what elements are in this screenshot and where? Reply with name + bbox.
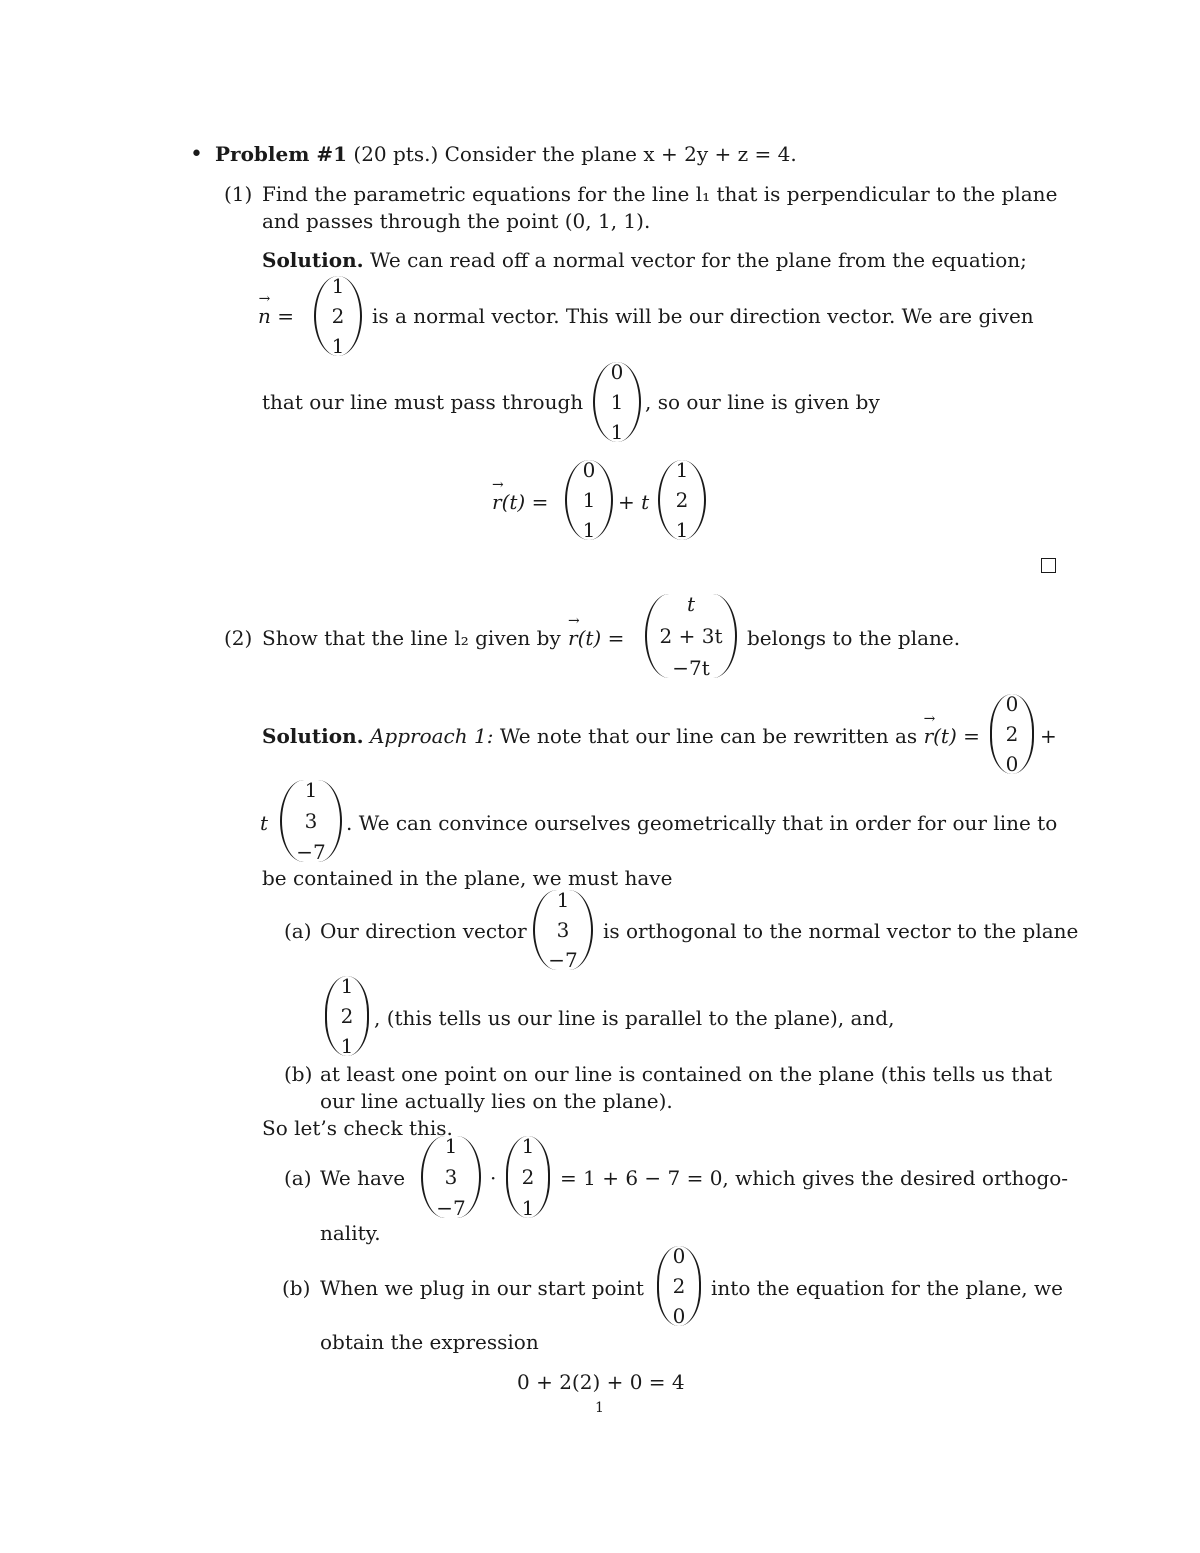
vector-entry: −7 xyxy=(436,1196,466,1220)
check-b-pre: When we plug in our start point xyxy=(320,1276,644,1300)
vector-entry: 0 xyxy=(672,1304,686,1328)
problem-statement: Consider the plane x + 2y + z = 4. xyxy=(444,142,797,166)
vector-n-symbol: → n xyxy=(258,306,271,326)
vector-r-symbol: → r xyxy=(492,492,502,512)
vector-entry: 1 xyxy=(582,518,596,542)
dot-operator: · xyxy=(490,1166,497,1190)
equation-direction-vector xyxy=(658,460,706,540)
vector-entry: 1 xyxy=(340,1034,354,1058)
problem-points: (20 pts.) xyxy=(353,142,439,166)
direction-vector xyxy=(280,780,342,862)
problem-header xyxy=(215,144,797,164)
plus-sign: + xyxy=(1040,724,1057,748)
r-lhs: (t) = xyxy=(501,490,549,514)
part2-question-post: belongs to the plane. xyxy=(747,626,961,650)
cond-a-pre: Our direction vector xyxy=(320,919,527,943)
point-vector xyxy=(593,362,641,442)
vector-entry: 0 xyxy=(1005,752,1019,776)
problem-title: Problem #1 xyxy=(215,142,348,166)
check-text: So let’s check this. xyxy=(262,1116,453,1140)
check-b-vector xyxy=(657,1246,701,1326)
solution-text: We note that our line can be rewritten as xyxy=(499,724,918,748)
cond-a-tail: , (this tells us our line is parallel to the plane), and, xyxy=(374,1006,895,1030)
part2-text2: . We can convince ourselves geometrically that in order for our line to xyxy=(346,811,1058,835)
equals-sign: = xyxy=(277,304,295,328)
vector-r-symbol: → r xyxy=(924,726,934,746)
vector-entry: 1 xyxy=(610,390,624,414)
problem-bullet: • xyxy=(190,142,203,167)
vector-entry: 1 xyxy=(556,888,570,912)
vector-entry: 0 xyxy=(582,458,596,482)
part2-text3: be contained in the plane, we must have xyxy=(262,866,673,890)
vector-entry: 1 xyxy=(304,778,318,802)
vector-entry: 1 xyxy=(521,1134,535,1158)
vector-entry: 0 xyxy=(610,360,624,384)
vector-entry: 1 xyxy=(675,458,689,482)
line-vector xyxy=(645,594,737,678)
part2-solution-line xyxy=(262,726,980,746)
normal-vector xyxy=(314,276,362,356)
solution-label: Solution. xyxy=(262,248,364,272)
vector-entry: 2 + 3t xyxy=(659,624,723,648)
part1-question-line1: Find the parametric equations for the line l₁ that is perpendicular to the plane xyxy=(262,182,1058,206)
check-a-vector2 xyxy=(506,1136,550,1218)
solution-label: Solution. xyxy=(262,724,364,748)
part2-question-pre: Show that the line l₂ given by xyxy=(262,626,561,650)
cond-b-line2: our line actually lies on the plane). xyxy=(320,1089,673,1113)
vector-entry: 1 xyxy=(610,420,624,444)
vector-entry: 3 xyxy=(556,918,570,942)
vector-entry: 1 xyxy=(444,1134,458,1158)
t-symbol: t xyxy=(260,811,269,835)
vector-entry: 1 xyxy=(340,974,354,998)
part1-text3: that our line must pass through xyxy=(262,390,584,414)
vector-entry: 2 xyxy=(340,1004,354,1028)
vector-entry: 2 xyxy=(675,488,689,512)
cond-a-label: (a) xyxy=(284,919,312,943)
vector-entry: 0 xyxy=(1005,692,1019,716)
vector-entry: 2 xyxy=(672,1274,686,1298)
normal-vector-symbol xyxy=(258,306,294,326)
line-equation-lhs xyxy=(492,492,548,512)
vector-entry: 2 xyxy=(1005,722,1019,746)
vector-r-symbol: → r xyxy=(568,628,578,648)
qed-square-icon xyxy=(1041,558,1056,573)
cond-b-line1: at least one point on our line is contained on the plane (this tells us that xyxy=(320,1062,1053,1086)
final-equation: 0 + 2(2) + 0 = 4 xyxy=(517,1370,685,1394)
page-number: 1 xyxy=(595,1400,604,1416)
check-a-post: = 1 + 6 − 7 = 0, which gives the desired orthogo- xyxy=(560,1166,1069,1190)
vector-entry: 3 xyxy=(304,809,318,833)
equation-point-vector xyxy=(565,460,613,540)
check-a-label: (a) xyxy=(284,1166,312,1190)
check-a-pre: We have xyxy=(320,1166,406,1190)
vector-entry: −7t xyxy=(672,656,710,680)
part1-text4: , so our line is given by xyxy=(645,390,880,414)
r-lhs: (t) = xyxy=(933,724,980,748)
cond-b-label: (b) xyxy=(284,1062,313,1086)
cond-a-post: is orthogonal to the normal vector to the plane xyxy=(603,919,1079,943)
r-lhs: (t) = xyxy=(577,626,625,650)
vector-entry: 1 xyxy=(331,274,345,298)
vector-entry: t xyxy=(686,592,696,616)
start-vector xyxy=(990,694,1034,774)
vector-entry: 1 xyxy=(582,488,596,512)
check-b-post: into the equation for the plane, we xyxy=(711,1276,1063,1300)
plus-t: + t xyxy=(618,490,650,514)
vector-entry: 1 xyxy=(675,518,689,542)
vector-entry: 2 xyxy=(521,1165,535,1189)
part1-question-line2: and passes through the point (0, 1, 1). xyxy=(262,209,651,233)
check-a-vector1 xyxy=(421,1136,481,1218)
cond-a-vector xyxy=(533,890,593,970)
part1-text2: is a normal vector. This will be our direction vector. We are given xyxy=(372,304,1034,328)
check-b-label: (b) xyxy=(282,1276,311,1300)
part2-r-lhs xyxy=(568,628,624,648)
check-a-cont: nality. xyxy=(320,1221,381,1245)
vector-entry: 2 xyxy=(331,304,345,328)
cond-a-normal-vector xyxy=(325,976,369,1056)
vector-entry: 3 xyxy=(444,1165,458,1189)
vector-entry: 1 xyxy=(331,334,345,358)
part1-solution-line xyxy=(262,250,1027,270)
vector-entry: −7 xyxy=(296,840,326,864)
vector-entry: 1 xyxy=(521,1196,535,1220)
vector-entry: −7 xyxy=(548,948,578,972)
approach-label: Approach 1: xyxy=(369,724,494,748)
vector-entry: 0 xyxy=(672,1244,686,1268)
solution-text: We can read off a normal vector for the plane from the equation; xyxy=(369,248,1027,272)
part2-label: (2) xyxy=(224,626,253,650)
part1-label: (1) xyxy=(224,182,253,206)
check-b-cont: obtain the expression xyxy=(320,1330,539,1354)
